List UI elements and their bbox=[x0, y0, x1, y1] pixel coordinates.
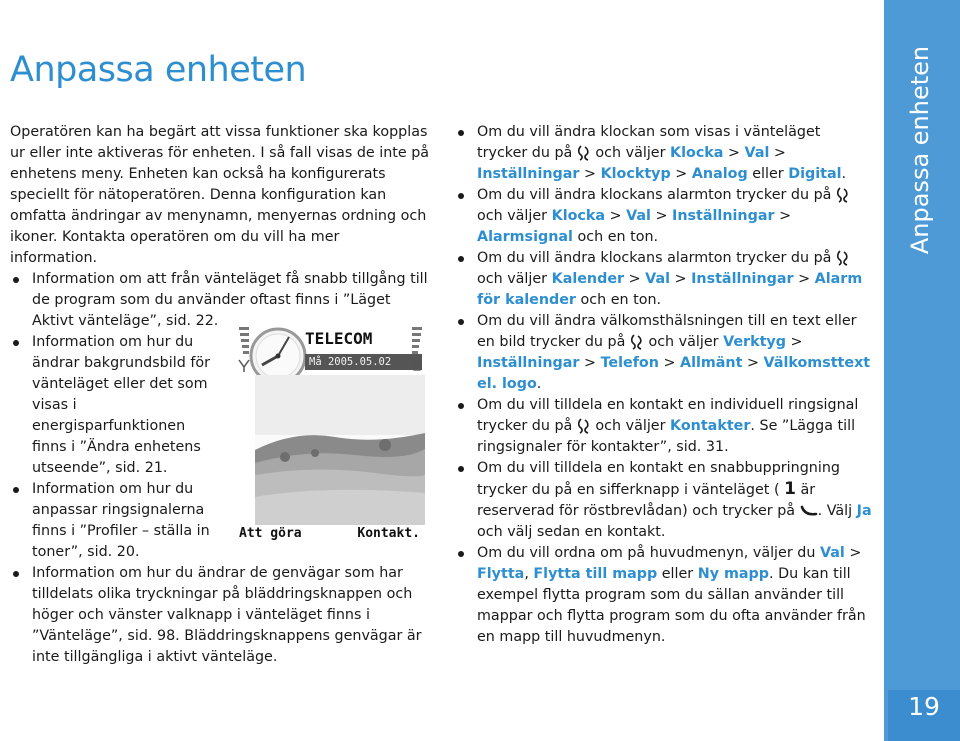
bullet-text: , bbox=[524, 566, 529, 582]
bullet-text: och väljer bbox=[595, 418, 666, 434]
bullet-text: Om du vill ändra klockan som visas i vänteläget trycker du på bbox=[477, 124, 821, 161]
menu-separator: > bbox=[584, 166, 597, 182]
menu-separator: > bbox=[779, 208, 792, 224]
menu-separator: > bbox=[790, 334, 803, 350]
menu-term: Telefon bbox=[600, 355, 659, 371]
page-number: 19 bbox=[908, 692, 940, 721]
menu-key-icon bbox=[630, 334, 644, 350]
menu-key-icon bbox=[836, 250, 850, 266]
number-key-icon: 1 bbox=[784, 479, 796, 499]
menu-separator: > bbox=[849, 545, 862, 561]
menu-term: Klocka bbox=[670, 145, 724, 161]
bullet-text: Om du vill tilldela en kontakt en snabbuppringning trycker du på en sifferknapp i vänteläget ( bbox=[477, 460, 840, 498]
bullet-text: Information om hur du ändrar de genvägar som har tilldelats olika tryckningar på bläddringsknappen och höger och vänster valknapp i vänteläget finns i ”Vänteläge”, sid. 98. bbox=[32, 565, 413, 644]
menu-term: Val bbox=[819, 545, 845, 561]
operator-logo-text: TELECOM bbox=[305, 329, 373, 348]
bullet-text: och en ton. bbox=[580, 292, 662, 308]
menu-term: Klocka bbox=[551, 208, 606, 224]
bullet-text: och väljer bbox=[477, 271, 548, 287]
menu-separator: > bbox=[609, 208, 622, 224]
menu-term: Flytta bbox=[477, 566, 525, 582]
phone-screenshot bbox=[235, 323, 426, 548]
bullet-text: Om du vill tilldela en kontakt en individuell ringsignal trycker du på bbox=[477, 397, 859, 434]
menu-term: Val bbox=[626, 208, 651, 224]
menu-term: Ny mapp bbox=[697, 566, 770, 582]
list-item bbox=[455, 185, 875, 248]
side-tab-title: Anpassa enheten bbox=[906, 45, 934, 255]
bullet-text: Om du vill ändra välkomsthälsningen till en text eller en bild trycker du på bbox=[477, 313, 857, 350]
menu-separator: > bbox=[663, 355, 676, 371]
right-bullet-list bbox=[455, 122, 875, 648]
list-item bbox=[455, 311, 875, 395]
menu-term: Verktyg bbox=[723, 334, 786, 350]
menu-term: Ja bbox=[856, 503, 872, 519]
menu-separator: > bbox=[798, 271, 811, 287]
bullet-text: Information om hur du ändrar bakgrundsbild för vänteläget eller det som visas i energisparfunktionen finns i ”Ändra enhetens utseende”, sid. 21. bbox=[32, 334, 210, 476]
bullet-text: och väljer bbox=[648, 334, 719, 350]
menu-term: Inställningar bbox=[672, 208, 775, 224]
menu-term: Inställningar bbox=[477, 355, 580, 371]
menu-term: Välkomsttext el. logo bbox=[477, 355, 871, 392]
list-item bbox=[455, 395, 875, 458]
bullet-text: . Se ”Lägga till ringsignaler för kontakter”, sid. 31. bbox=[477, 418, 856, 455]
menu-term: Inställningar bbox=[691, 271, 794, 287]
bullet-text: . Du kan till exempel flytta program som du sällan använder till mappar och flytta program som du ofta använder från en mapp till huvudmenyn. bbox=[477, 566, 866, 645]
menu-separator: > bbox=[747, 355, 759, 371]
softkey-right: Kontakt. bbox=[357, 526, 420, 541]
bullet-text: och välj sedan en kontakt. bbox=[477, 524, 666, 540]
bullet-text: Bläddringsknappens genvägar är inte tillgängliga i aktivt vänteläge. bbox=[32, 628, 422, 665]
intro-paragraph: Operatören kan ha begärt att vissa funktioner ska kopplas ur eller inte aktiveras för enheten. I så fall visas de inte på enhetens meny. Enheten kan också ha konfigurerats speciellt för nätoperatören. Denna konfiguration kan omfatta ändringar av menynamn, menyernas ordning och ikoner. Kontakta operatören om du vill ha mer information. bbox=[10, 124, 430, 266]
menu-term: Kalender bbox=[551, 271, 625, 287]
menu-separator: > bbox=[655, 208, 668, 224]
menu-separator: > bbox=[628, 271, 641, 287]
bullet-text: eller bbox=[661, 566, 694, 582]
list-item bbox=[455, 543, 875, 648]
bullet-text: Information om att från vänteläget få snabb tillgång till de program som du använder oftast finns i ”Läget Aktivt vänteläge”, sid. 22. bbox=[32, 271, 428, 329]
right-column bbox=[455, 122, 875, 648]
softkey-left: Att göra bbox=[239, 526, 302, 541]
menu-term: Alarm för kalender bbox=[477, 271, 863, 308]
menu-key-icon bbox=[577, 145, 591, 161]
menu-key-icon bbox=[836, 187, 850, 203]
page-title: Anpassa enheten bbox=[10, 50, 307, 90]
bullet-text: och väljer bbox=[595, 145, 666, 161]
menu-term: Flytta till mapp bbox=[533, 566, 658, 582]
battery-icon bbox=[410, 325, 424, 373]
menu-term: Digital bbox=[788, 166, 842, 182]
menu-separator: > bbox=[675, 166, 688, 182]
menu-term: Klocktyp bbox=[600, 166, 671, 182]
call-key-icon bbox=[800, 505, 818, 517]
list-item bbox=[455, 458, 875, 543]
list-item bbox=[10, 563, 430, 668]
bullet-text: Om du vill ändra klockans alarmton trycker du på bbox=[477, 187, 832, 203]
list-item bbox=[455, 122, 875, 185]
menu-separator: > bbox=[674, 271, 687, 287]
menu-separator: > bbox=[728, 145, 740, 161]
list-item bbox=[10, 332, 210, 479]
bullet-text: . bbox=[841, 166, 847, 182]
bullet-text: . bbox=[536, 376, 542, 392]
menu-separator: > bbox=[584, 355, 597, 371]
bullet-text: och väljer bbox=[477, 208, 548, 224]
menu-term: Val bbox=[645, 271, 671, 287]
menu-term: Val bbox=[744, 145, 770, 161]
menu-separator: > bbox=[773, 145, 786, 161]
bullet-text: Om du vill ordna om på huvudmenyn, väljer du bbox=[477, 545, 816, 561]
bullet-text: . Välj bbox=[817, 503, 853, 519]
menu-key-icon bbox=[577, 418, 591, 434]
list-item bbox=[10, 479, 210, 563]
menu-term: Inställningar bbox=[477, 166, 580, 182]
wallpaper-image bbox=[255, 375, 425, 525]
bullet-text: Om du vill ändra klockans alarmton trycker du på bbox=[477, 250, 832, 266]
date-bar: Må 2005.05.02 bbox=[305, 354, 422, 370]
bullet-text: och en ton. bbox=[577, 229, 659, 245]
menu-term: Kontakter bbox=[670, 418, 751, 434]
list-item bbox=[455, 248, 875, 311]
bullet-text: är reserverad för röstbrevlådan) och trycker på bbox=[477, 482, 816, 519]
menu-term: Alarmsignal bbox=[477, 229, 573, 245]
menu-term: Allmänt bbox=[680, 355, 743, 371]
bullet-text: Information om hur du anpassar ringsignalerna finns i ”Profiler – ställa in toner”, sid. 20. bbox=[32, 481, 210, 560]
bullet-text: eller bbox=[752, 166, 784, 182]
menu-term: Analog bbox=[691, 166, 748, 182]
